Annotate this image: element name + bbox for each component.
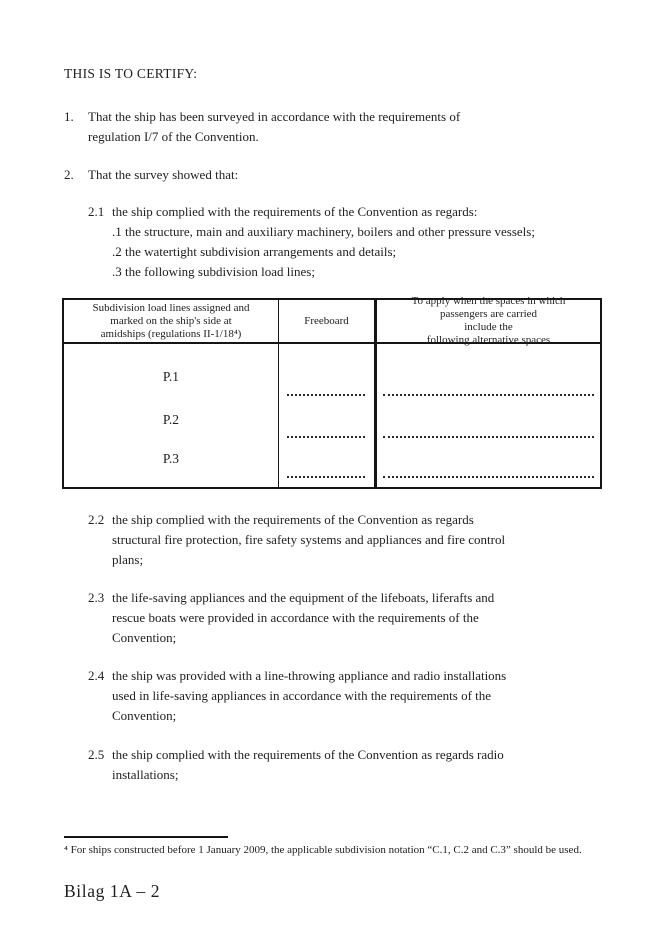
footnote-text: ⁴ For ships constructed before 1 January 2009, the applicable subdivision notation “C.1, C.2 and C.3” should be used.: [64, 844, 582, 856]
table-header-col3-line2: passengers are carried: [439, 308, 538, 320]
table-body-freeboard-blanks: [279, 344, 377, 487]
freeboard-blank-p1: [287, 394, 365, 396]
item-1: [64, 107, 460, 147]
section-2-4: [88, 666, 506, 726]
section-2-5-number: 2.5: [88, 747, 105, 762]
section-2-2-line-1: the ship complied with the requirements of the Convention as regards: [112, 512, 474, 527]
load-line-label-p2: P.2: [162, 412, 180, 427]
table-header-subdivision-load-lines: [64, 300, 279, 344]
section-2-4-number: 2.4: [88, 668, 105, 683]
load-line-label-p1: P.1: [162, 369, 180, 384]
section-2-1-number: 2.1: [88, 204, 105, 219]
table-header-col1-line3: amidships (regulations II-1/18⁴): [100, 327, 242, 340]
page-title: THIS IS TO CERTIFY:: [64, 66, 198, 81]
alternative-space-blank-p3: [383, 476, 594, 478]
table-header-alternative-spaces: [377, 295, 600, 346]
section-2-1-sub-3: .3 the following subdivision load lines;: [112, 264, 315, 279]
section-2-2-number: 2.2: [88, 512, 105, 527]
section-2-2-line-3: plans;: [112, 552, 144, 567]
section-2-3-line-1: the life-saving appliances and the equipment of the lifeboats, liferafts and: [112, 590, 495, 605]
page-footer-label: Bilag 1A – 2: [64, 881, 161, 901]
alternative-space-blank-p1: [383, 394, 594, 396]
table-header-col2-line1: Freeboard: [304, 314, 349, 327]
alternative-space-blank-p2: [383, 436, 594, 438]
section-2-5-line-1: the ship complied with the requirements of the Convention as regards radio: [112, 747, 504, 762]
section-2-1-lead: the ship complied with the requirements of the Convention as regards:: [112, 204, 478, 219]
table-header-col3-line4: following alternative spaces: [426, 334, 551, 346]
table-header-col3-line3: include the: [464, 321, 513, 333]
item-2: [64, 165, 238, 185]
item-2-line-1: That the survey showed that:: [88, 167, 239, 182]
section-2-3-line-3: Convention;: [112, 630, 177, 645]
footnote-divider: [64, 836, 228, 838]
section-2-4-line-2: used in life-saving appliances in accordance with the requirements of the: [112, 688, 492, 703]
section-2-2-line-2: structural fire protection, fire safety systems and appliances and fire control: [112, 532, 506, 547]
section-2-4-line-1: the ship was provided with a line-throwing appliance and radio installations: [112, 668, 507, 683]
section-2-4-line-3: Convention;: [112, 708, 177, 723]
subdivision-load-lines-table: [62, 295, 602, 489]
table-header-freeboard: [279, 300, 377, 344]
section-2-3-line-2: rescue boats were provided in accordance with the requirements of the: [112, 610, 479, 625]
table-body-load-line-labels: [64, 344, 279, 487]
section-2-5: [88, 745, 504, 785]
table-header-col1-line2: marked on the ship's side at: [110, 314, 232, 327]
freeboard-blank-p2: [287, 436, 365, 438]
section-2-1-sub-2: .2 the watertight subdivision arrangements and details;: [112, 244, 397, 259]
load-line-label-p3: P.3: [162, 451, 180, 466]
section-2-3: [88, 588, 494, 648]
item-1-line-2: regulation I/7 of the Convention.: [88, 129, 259, 144]
table-header-col1-line1: Subdivision load lines assigned and: [92, 301, 250, 314]
section-2-5-line-2: installations;: [112, 767, 179, 782]
table-header-col3-line1: To apply when the spaces in which: [411, 295, 566, 307]
item-1-line-1: That the ship has been surveyed in accordance with the requirements of: [88, 109, 461, 124]
section-2-1: [88, 202, 535, 282]
freeboard-blank-p3: [287, 476, 365, 478]
item-1-number: 1.: [64, 109, 74, 124]
section-2-3-number: 2.3: [88, 590, 105, 605]
section-2-1-sub-1: .1 the structure, main and auxiliary machinery, boilers and other pressure vessels;: [112, 224, 535, 239]
item-2-number: 2.: [64, 167, 74, 182]
table-body-alternative-space-blanks: [377, 344, 600, 487]
section-2-2: [88, 510, 505, 570]
